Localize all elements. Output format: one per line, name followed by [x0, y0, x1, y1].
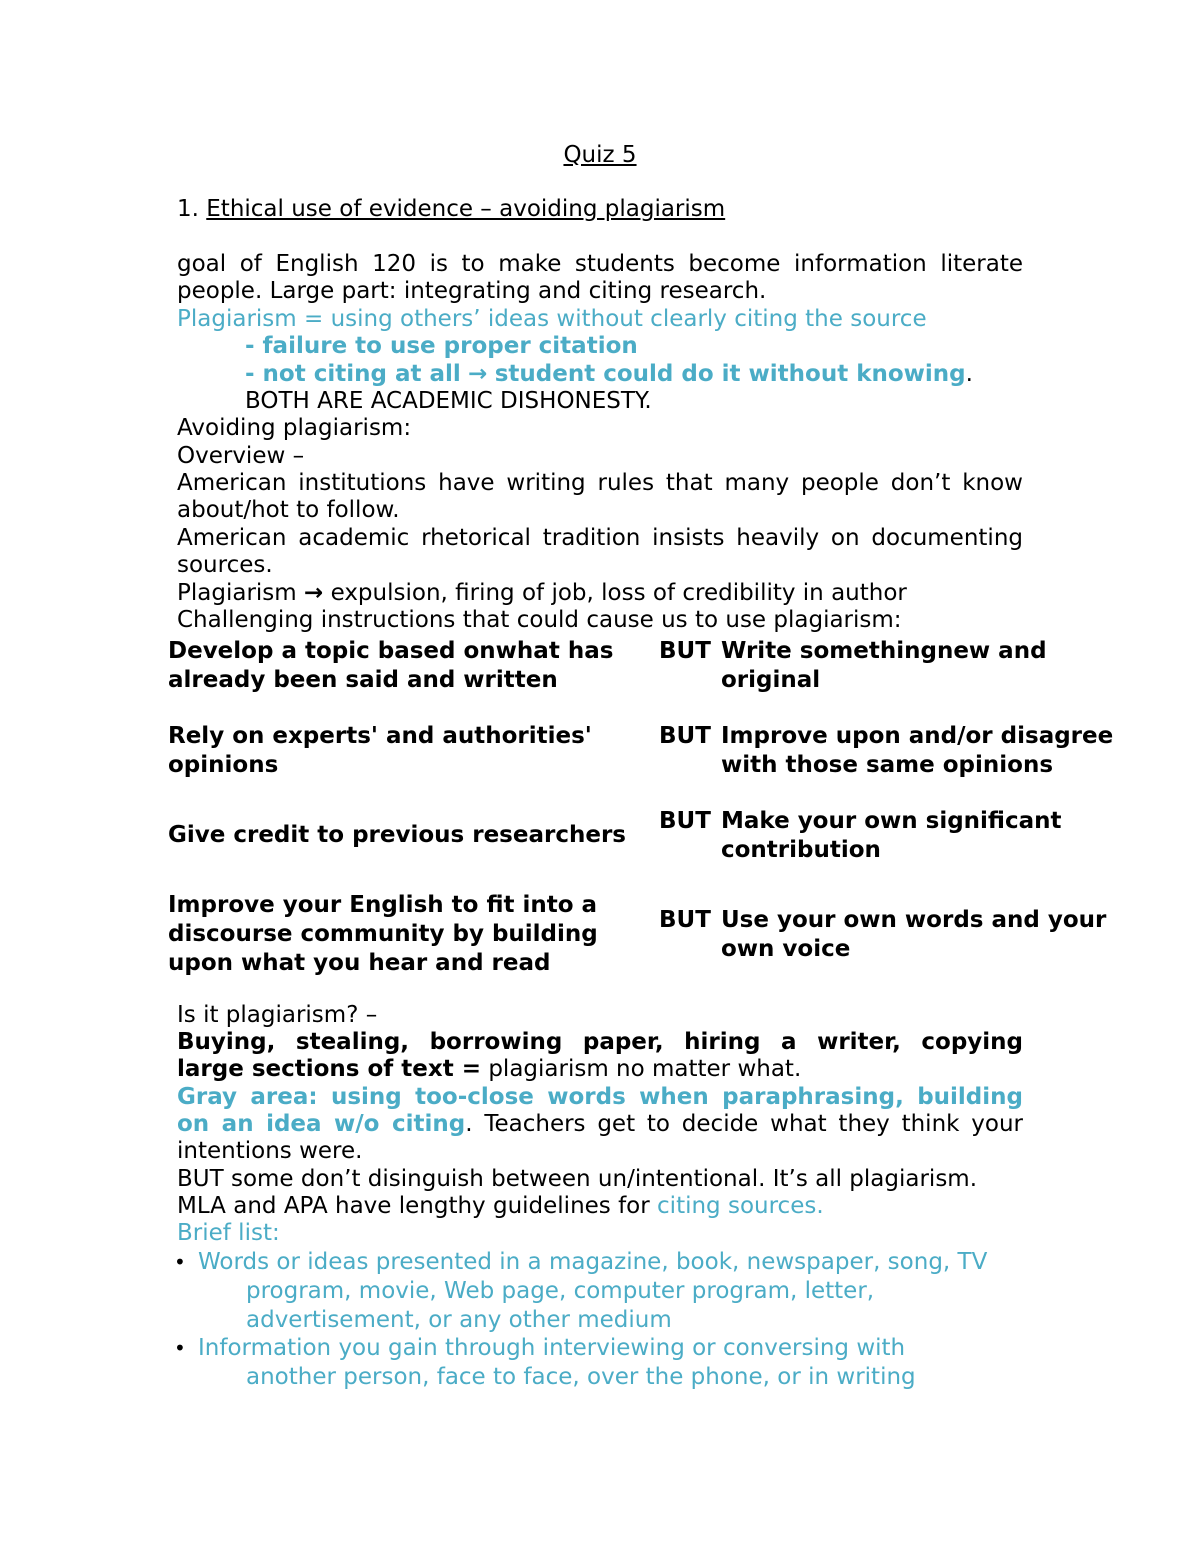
table-left-cell: Rely on experts' and authorities' opinions — [168, 723, 592, 778]
table-left-cell: Develop a topic based onwhat has already been said and written — [168, 638, 614, 693]
gray-area-line-3: intentions were. — [177, 1138, 363, 1164]
arrow-icon: → — [303, 580, 324, 606]
clear-plagiarism-line-2: large sections of text = plagiarism no matter what. — [177, 1056, 802, 1082]
american-institutions-line-2: about/hot to follow. — [177, 497, 400, 523]
point-not-citing-a: - not citing at all — [245, 361, 461, 387]
but-label: BUT — [659, 907, 711, 933]
avoiding-heading: Avoiding plagiarism: — [177, 415, 412, 441]
table-right-cell: Write somethingnew and original — [721, 638, 1047, 693]
american-institutions-line-1: American institutions have writing rules that many people don’t know — [177, 470, 1023, 496]
overview-heading: Overview – — [177, 443, 305, 469]
intro-line-1: goal of English 120 is to make students become information literate — [177, 251, 1023, 277]
rhetorical-tradition-line-2: sources. — [177, 552, 273, 578]
mla-apa-note: MLA and APA have lengthy guidelines for citing sources. — [177, 1193, 824, 1219]
page-title: Quiz 5 — [563, 142, 637, 168]
bullet-icon: • — [174, 1336, 186, 1360]
document-page: Quiz 5 1. Ethical use of evidence – avoiding plagiarism goal of English 120 is to make students become information literate people. Large part: integrating and citing research. Plagiarism = using others’ ideas without clearly citing the source - failure to use proper citation - not citing at all → student could do it without knowing. BOTH ARE ACADEMIC DISHONESTY. Avoiding plagiarism: Overview – American institutions have writing rules that many people don’t know about/hot to follow. American academic rhetorical tradition insists heavily on documenting sources. Plagiarism → expulsion, firing of job, loss of credibility in author Challenging instructions that could cause us to use plagiarism: Develop a topic based onwhat has already been said and written BUT Write somethingnew and original Rely on experts' and authorities' opinions BUT Improve upon and/or disagree with those same opinions Give credit to previous researchers BUT Make your own significant contribution Improve your English to fit into a discourse community by building upon what you hear and read BUT Use your own words and your own voice Is it plagiarism? – Buying, stealing, borrowing paper, hiring a writer, copying large sections of text = plagiarism no matter what. Gray area: using too-close words when paraphrasing, building on an idea w/o citing. Teachers get to decide what they think your intentions were. BUT some don’t disinguish between un/intentional. It’s all plagiarism. MLA and APA have lengthy guidelines for citing sources. Brief list: • Words or ideas presented in a magazine, book, newspaper, song, TV program, movie, Web page, computer program, letter, advertisement, or any other medium • Information you gain through interviewing or conversing with another person, face to face, over the phone, or in writing — [0, 0, 1200, 1553]
table-right-cell: Improve upon and/or disagree with those same opinions — [721, 723, 1114, 778]
but-label: BUT — [659, 638, 711, 664]
is-it-heading: Is it plagiarism? – — [177, 1002, 378, 1028]
but-label: BUT — [659, 723, 711, 749]
table-right-cell: Make your own significant contribution — [721, 808, 1062, 863]
intro-line-2: people. Large part: integrating and citing research. — [177, 278, 767, 304]
table-left-cell: Give credit to previous researchers — [168, 822, 626, 848]
gray-area-line-1: Gray area: using too-close words when paraphrasing, building — [177, 1084, 1023, 1110]
clear-plagiarism-line-1: Buying, stealing, borrowing paper, hiring a writer, copying — [177, 1029, 1023, 1055]
bullet-icon: • — [174, 1250, 186, 1274]
brief-list-heading: Brief list: — [177, 1220, 280, 1246]
point-not-citing-b: student could do it without knowing — [494, 361, 966, 387]
plagiarism-consequences — [177, 579, 907, 607]
consequences-a: Plagiarism — [177, 580, 297, 606]
table-right-cell: Use your own words and your own voice — [721, 907, 1107, 962]
arrow-icon: → — [468, 361, 488, 387]
section-heading — [177, 195, 725, 223]
gray-area-line-2: on an idea w/o citing. Teachers get to decide what they think your — [177, 1111, 1023, 1137]
point-failure-citation: - failure to use proper citation — [245, 333, 638, 359]
section-title: Ethical use of evidence – avoiding plagiarism — [206, 196, 726, 222]
section-number: 1. — [177, 196, 199, 222]
table-left-cell: Improve your English to fit into a discourse community by building upon what you hear and read — [168, 892, 598, 976]
but-label: BUT — [659, 808, 711, 834]
point-not-citing — [245, 360, 973, 388]
academic-dishonesty-note: BOTH ARE ACADEMIC DISHONESTY. — [245, 388, 652, 414]
challenging-instructions: Challenging instructions that could cause us to use plagiarism: — [177, 607, 902, 633]
plagiarism-definition: Plagiarism = using others’ ideas without clearly citing the source — [177, 306, 927, 332]
rhetorical-tradition-line-1: American academic rhetorical tradition insists heavily on documenting — [177, 525, 1023, 551]
intentional-note: BUT some don’t disinguish between un/intentional. It’s all plagiarism. — [177, 1166, 978, 1192]
consequences-b: expulsion, firing of job, loss of credibility in author — [330, 580, 907, 606]
point-not-citing-end: . — [965, 361, 973, 387]
